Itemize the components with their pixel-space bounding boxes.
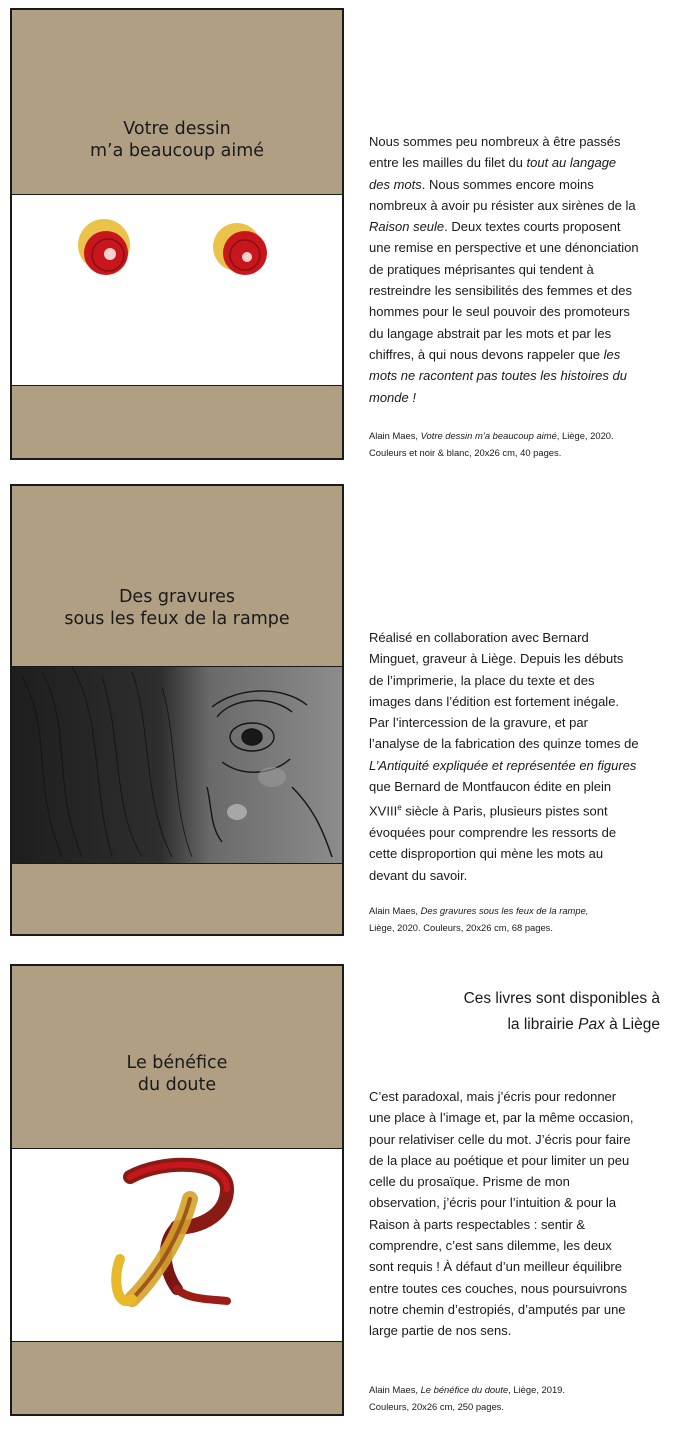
credit-author: Alain Maes, xyxy=(369,1384,421,1395)
book-description xyxy=(369,131,639,408)
book-cover-des-gravures xyxy=(10,484,344,936)
cover-illustration-ribbon xyxy=(12,1148,342,1342)
credit-title: Votre dessin m’a beaucoup aimé xyxy=(420,430,557,441)
cover-title-line: Des gravures xyxy=(118,587,236,607)
cover-title-line: Votre dessin xyxy=(123,119,231,139)
availability-line xyxy=(464,1012,660,1038)
book-cover-votre-dessin xyxy=(10,8,344,460)
book-credit xyxy=(369,428,659,461)
cover-title-line: du doute xyxy=(137,1075,217,1095)
superscript: e xyxy=(397,803,402,813)
credit-author: Alain Maes, xyxy=(369,905,421,916)
bookstore-name: Pax xyxy=(578,1016,605,1033)
description-text: C’est paradoxal, mais j’écris pour redonner une place à l’image et, par la même occasion, pour relativiser celle du mot. J’écris pour faire de la place au poétique et pour limiter un peu celle du prosaïque. Prisme de mon observation, j’écris pour l’intuition & pour la Raison à parts respectables : sentir & comprendre, c’est sans dilemme, les deux sont requis ! À défaut d’un meilleur équilibre entre toutes ces couches, nous poursuivrons notre chemin d’estropiés, d’amputés par une large partie de nos sens. xyxy=(369,1089,634,1339)
book-description xyxy=(369,1086,639,1342)
text-run-italic: les mots ne racontent pas toutes les histoires du monde ! xyxy=(369,346,627,405)
text-run-italic: tout au langage des mots xyxy=(369,155,617,192)
cover-title xyxy=(12,586,342,630)
cover-title xyxy=(12,1052,342,1096)
text-run: que Bernard de Montfaucon édite en plein XVIII xyxy=(369,779,612,819)
credit-author: Alain Maes, xyxy=(369,430,421,441)
cover-title-line: Le bénéfice xyxy=(126,1053,228,1073)
credit-title: Le bénéfice du doute xyxy=(420,1384,509,1395)
credit-title: Des gravures sous les feux de la rampe, xyxy=(420,905,589,916)
availability-line: Ces livres sont disponibles à xyxy=(463,990,660,1007)
text-run: la librairie xyxy=(507,1016,579,1033)
text-run: siècle à Paris, plusieurs pistes sont évoquées pour comprendre les ressorts de cette disproportion qui mène les mots au devant du savoir. xyxy=(369,803,617,883)
text-run: . Deux textes courts proposent une remise en perspective et une dénonciation de pratiques méprisantes qui tendent à restreindre les sensibilités des femmes et des hommes pour le seul pouvoir des promoteurs du langage abstrait par les mots et par les chiffres, à qui nous devons rappeler que xyxy=(369,219,639,362)
book-credit xyxy=(369,903,659,936)
text-run: Nous sommes peu nombreux à être passés xyxy=(369,134,621,149)
credit-specs: Couleurs, 20x26 cm, 250 pages. xyxy=(369,1400,504,1412)
description-text xyxy=(369,627,639,886)
cover-title-line: sous les feux de la rampe xyxy=(64,609,290,629)
cover-illustration-engraving xyxy=(12,666,342,864)
credit-specs: Couleurs et noir & blanc, 20x26 cm, 40 pages. xyxy=(369,446,562,458)
cover-title xyxy=(12,118,342,162)
text-run: . Nous sommes encore moins nombreux à avoir pu résister aux sirènes de la xyxy=(369,176,636,213)
text-run: à Liège xyxy=(604,1016,660,1033)
availability-notice xyxy=(464,986,660,1038)
credit-specs: Liège, 2020. Couleurs, 20x26 cm, 68 pages. xyxy=(369,921,553,933)
credit-details: , Liège, 2019. xyxy=(508,1384,565,1395)
credit-details: , Liège, 2020. xyxy=(556,430,614,441)
text-run-italic: L’Antiquité expliquée et représentée en figures xyxy=(369,757,637,773)
right-eye-drawing xyxy=(213,223,267,275)
text-run: entre les mailles du filet du xyxy=(369,155,527,171)
book-cover-le-benefice xyxy=(10,964,344,1416)
cover-illustration-eyes xyxy=(12,194,342,386)
description-text xyxy=(369,131,639,408)
cover-title-line: m’a beaucoup aimé xyxy=(89,141,265,161)
book-description xyxy=(369,627,639,886)
text-run-italic: Raison seule xyxy=(369,219,445,235)
left-eye-drawing xyxy=(78,219,130,275)
text-run: Réalisé en collaboration avec Bernard Minguet, graveur à Liège. Depuis les débuts de l’imprimerie, la place du texte et des images dans l’édition est fortement inégale. Par l’intercession de la gravure, et par l’analyse de la fabrication des quinze tomes de xyxy=(369,630,639,752)
book-credit xyxy=(369,1382,659,1415)
